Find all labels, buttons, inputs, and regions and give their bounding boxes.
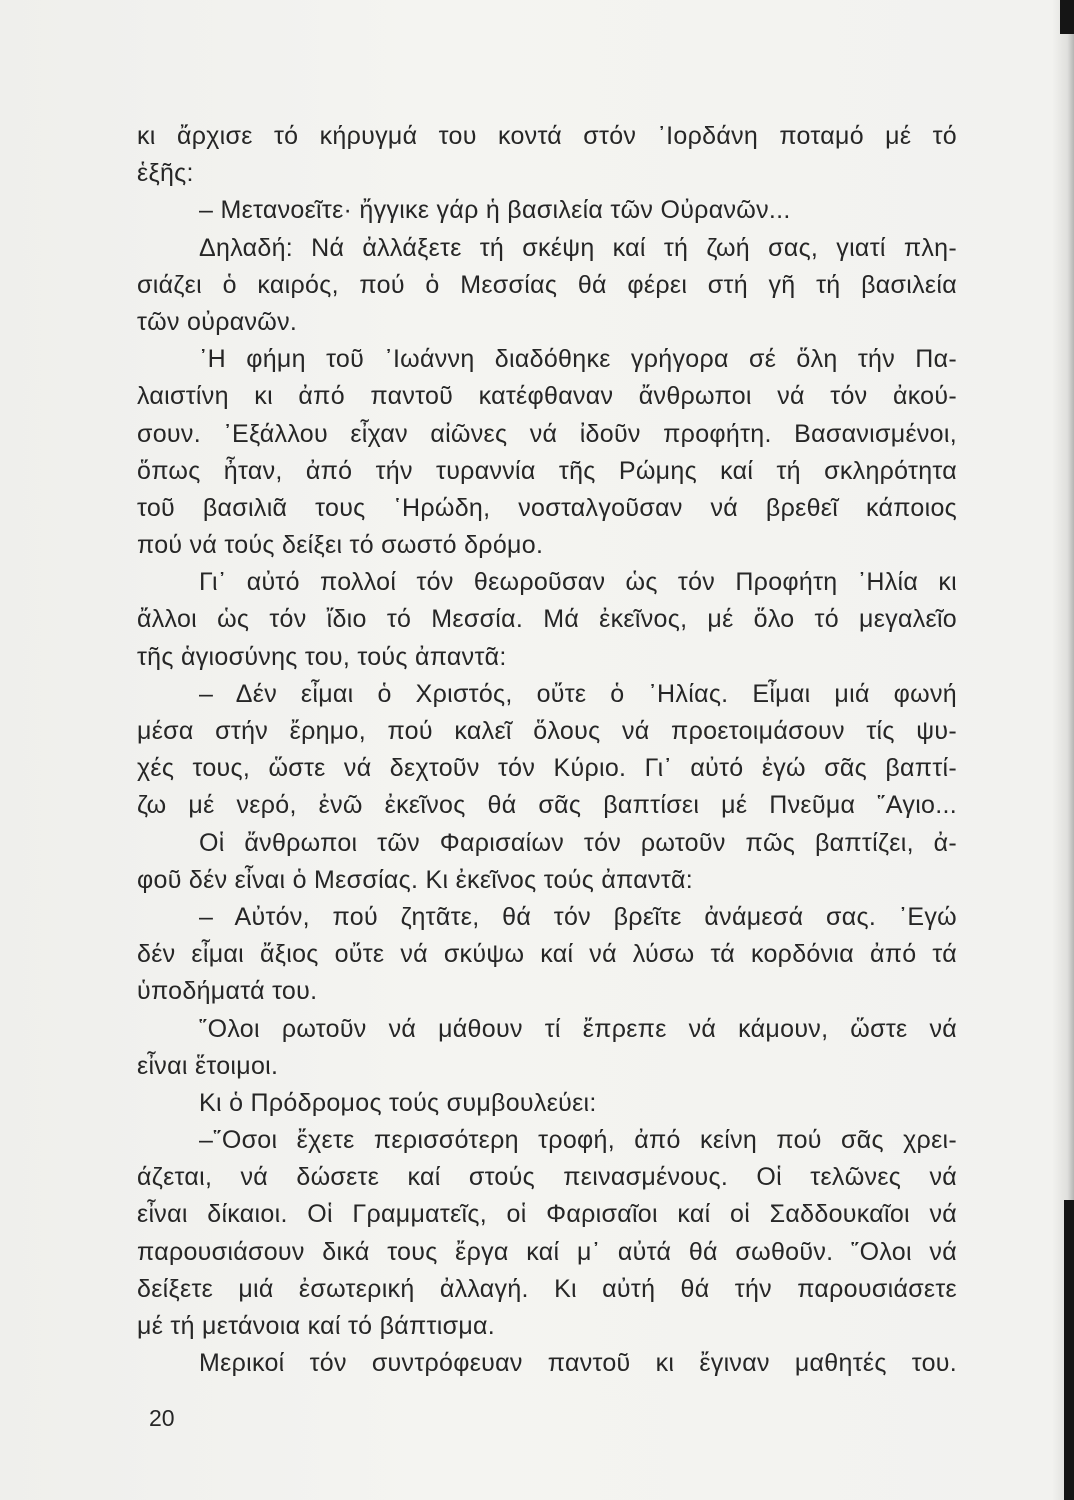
text-line: δείξετε μιά ἐσωτερική ἀλλαγή. Κι αὐτή θά τήν παρουσιάσετε [137,1274,957,1303]
text-line: λαιστίνη κι ἀπό παντοῦ κατέφθαναν ἄνθρωποι νά τόν ἀκού- [137,382,957,411]
text-line: ἄλλοι ὡς τόν ἴδιο τό Μεσσία. Μά ἐκεῖνος, μέ ὅλο τό μεγαλεῖο [137,605,957,634]
scan-edge-mark-top [1060,0,1074,34]
text-line: πού νά τούς δείξει τό σωστό δρόμο. [137,531,544,560]
text-line: Κι ὁ Πρόδρομος τούς συμβουλεύει: [199,1088,597,1117]
text-line: – Δέν εἶμαι ὁ Χριστός, οὔτε ὁ ᾽Ηλίας. Εἶμαι μιά φωνή [199,679,957,708]
text-line: χές τους, ὥστε νά δεχτοῦν τόν Κύριο. Γι᾽ αὐτό ἐγώ σᾶς βαπτί- [137,754,957,783]
text-line: – Μετανοεῖτε· ἤγγικε γάρ ἡ βασιλεία τῶν Οὐρανῶν... [199,196,791,225]
text-line: Γι᾽ αὐτό πολλοί τόν θεωροῦσαν ὡς τόν Προφήτη ᾽Ηλία κι [199,568,957,597]
text-line: ᾽Η φήμη τοῦ ᾽Ιωάννη διαδόθηκε γρήγορα σέ ὅλη τήν Πα- [199,345,957,374]
text-line: εἶναι ἕτοιμοι. [137,1051,279,1080]
text-line: τῆς ἁγιοσύνης του, τούς ἀπαντᾶ: [137,642,507,671]
scan-edge-mark-bottom [1064,1200,1074,1500]
text-line: κι ἄρχισε τό κήρυγμά του κοντά στόν ᾽Ιορδάνη ποταμό μέ τό [137,122,957,150]
text-line: μέσα στήν ἔρημο, πού καλεῖ ὅλους νά προετοιμάσουν τίς ψυ- [137,717,957,745]
text-line: – Αὐτόν, πού ζητᾶτε, θά τόν βρεῖτε ἀνάμεσά σας. ᾽Εγώ [199,902,957,931]
text-line: Οἱ ἄνθρωποι τῶν Φαρισαίων τόν ρωτοῦν πῶς βαπτίζει, ἀ- [199,828,957,857]
text-line: μέ τή μετάνοια καί τό βάπτισμα. [137,1312,496,1340]
text-line: τῶν οὐρανῶν. [137,307,298,336]
text-line: σουν. ᾽Εξάλλου εἶχαν αἰῶνες νά ἰδοῦν προφήτη. Βασανισμένοι, [137,419,957,448]
text-line: ὅπως ἦταν, ἀπό τήν τυραννία τῆς Ρώμης καί τή σκληρότητα [137,456,957,485]
text-line: ὑποδήματά του. [137,977,318,1006]
text-line: ἑξῆς: [137,159,194,188]
text-line: φοῦ δέν εἶναι ὁ Μεσσίας. Κι ἐκεῖνος τούς ἀπαντᾶ: [137,865,694,894]
body-text [137,118,957,1382]
text-line: τοῦ βασιλιᾶ τους ῾Ηρώδη, νοσταλγοῦσαν νά βρεθεῖ κάποιος [137,493,957,522]
text-line: άζεται, νά δώσετε καί στούς πεινασμένους. Οἱ τελῶνες νά [137,1163,957,1192]
text-line: σιάζει ὁ καιρός, πού ὁ Μεσσίας θά φέρει στή γῆ τή βασιλεία [137,270,957,299]
text-line: Μερικοί τόν συντρόφευαν παντοῦ κι ἔγιναν μαθητές του. [199,1349,957,1378]
text-line: παρουσιάσουν δικά τους ἔργα καί μ᾽ αὐτά θά σωθοῦν. ῞Ολοι νά [137,1237,957,1266]
text-line: εἶναι δίκαιοι. Οἱ Γραμματεῖς, οἱ Φαρισαῖοι καί οἱ Σαδδουκαῖοι νά [137,1200,957,1229]
text-line: ζω μέ νερό, ἐνῶ ἐκεῖνος θά σᾶς βαπτίσει μέ Πνεῦμα ῞Αγιο... [137,791,957,820]
text-line: ῞Ολοι ρωτοῦν νά μάθουν τί ἔπρεπε νά κάμουν, ὥστε νά [199,1014,957,1043]
text-line: –῞Οσοι ἔχετε περισσότερη τροφή, ἀπό κείνη πού σᾶς χρει- [199,1126,957,1155]
text-line: δέν εἶμαι ἄξιος οὔτε νά σκύψω καί νά λύσω τά κορδόνια ἀπό τά [137,940,957,969]
page-number: 20 [149,1405,175,1431]
text-line: Δηλαδή: Νά ἀλλάξετε τή σκέψη καί τή ζωή σας, γιατί πλη- [199,233,957,262]
